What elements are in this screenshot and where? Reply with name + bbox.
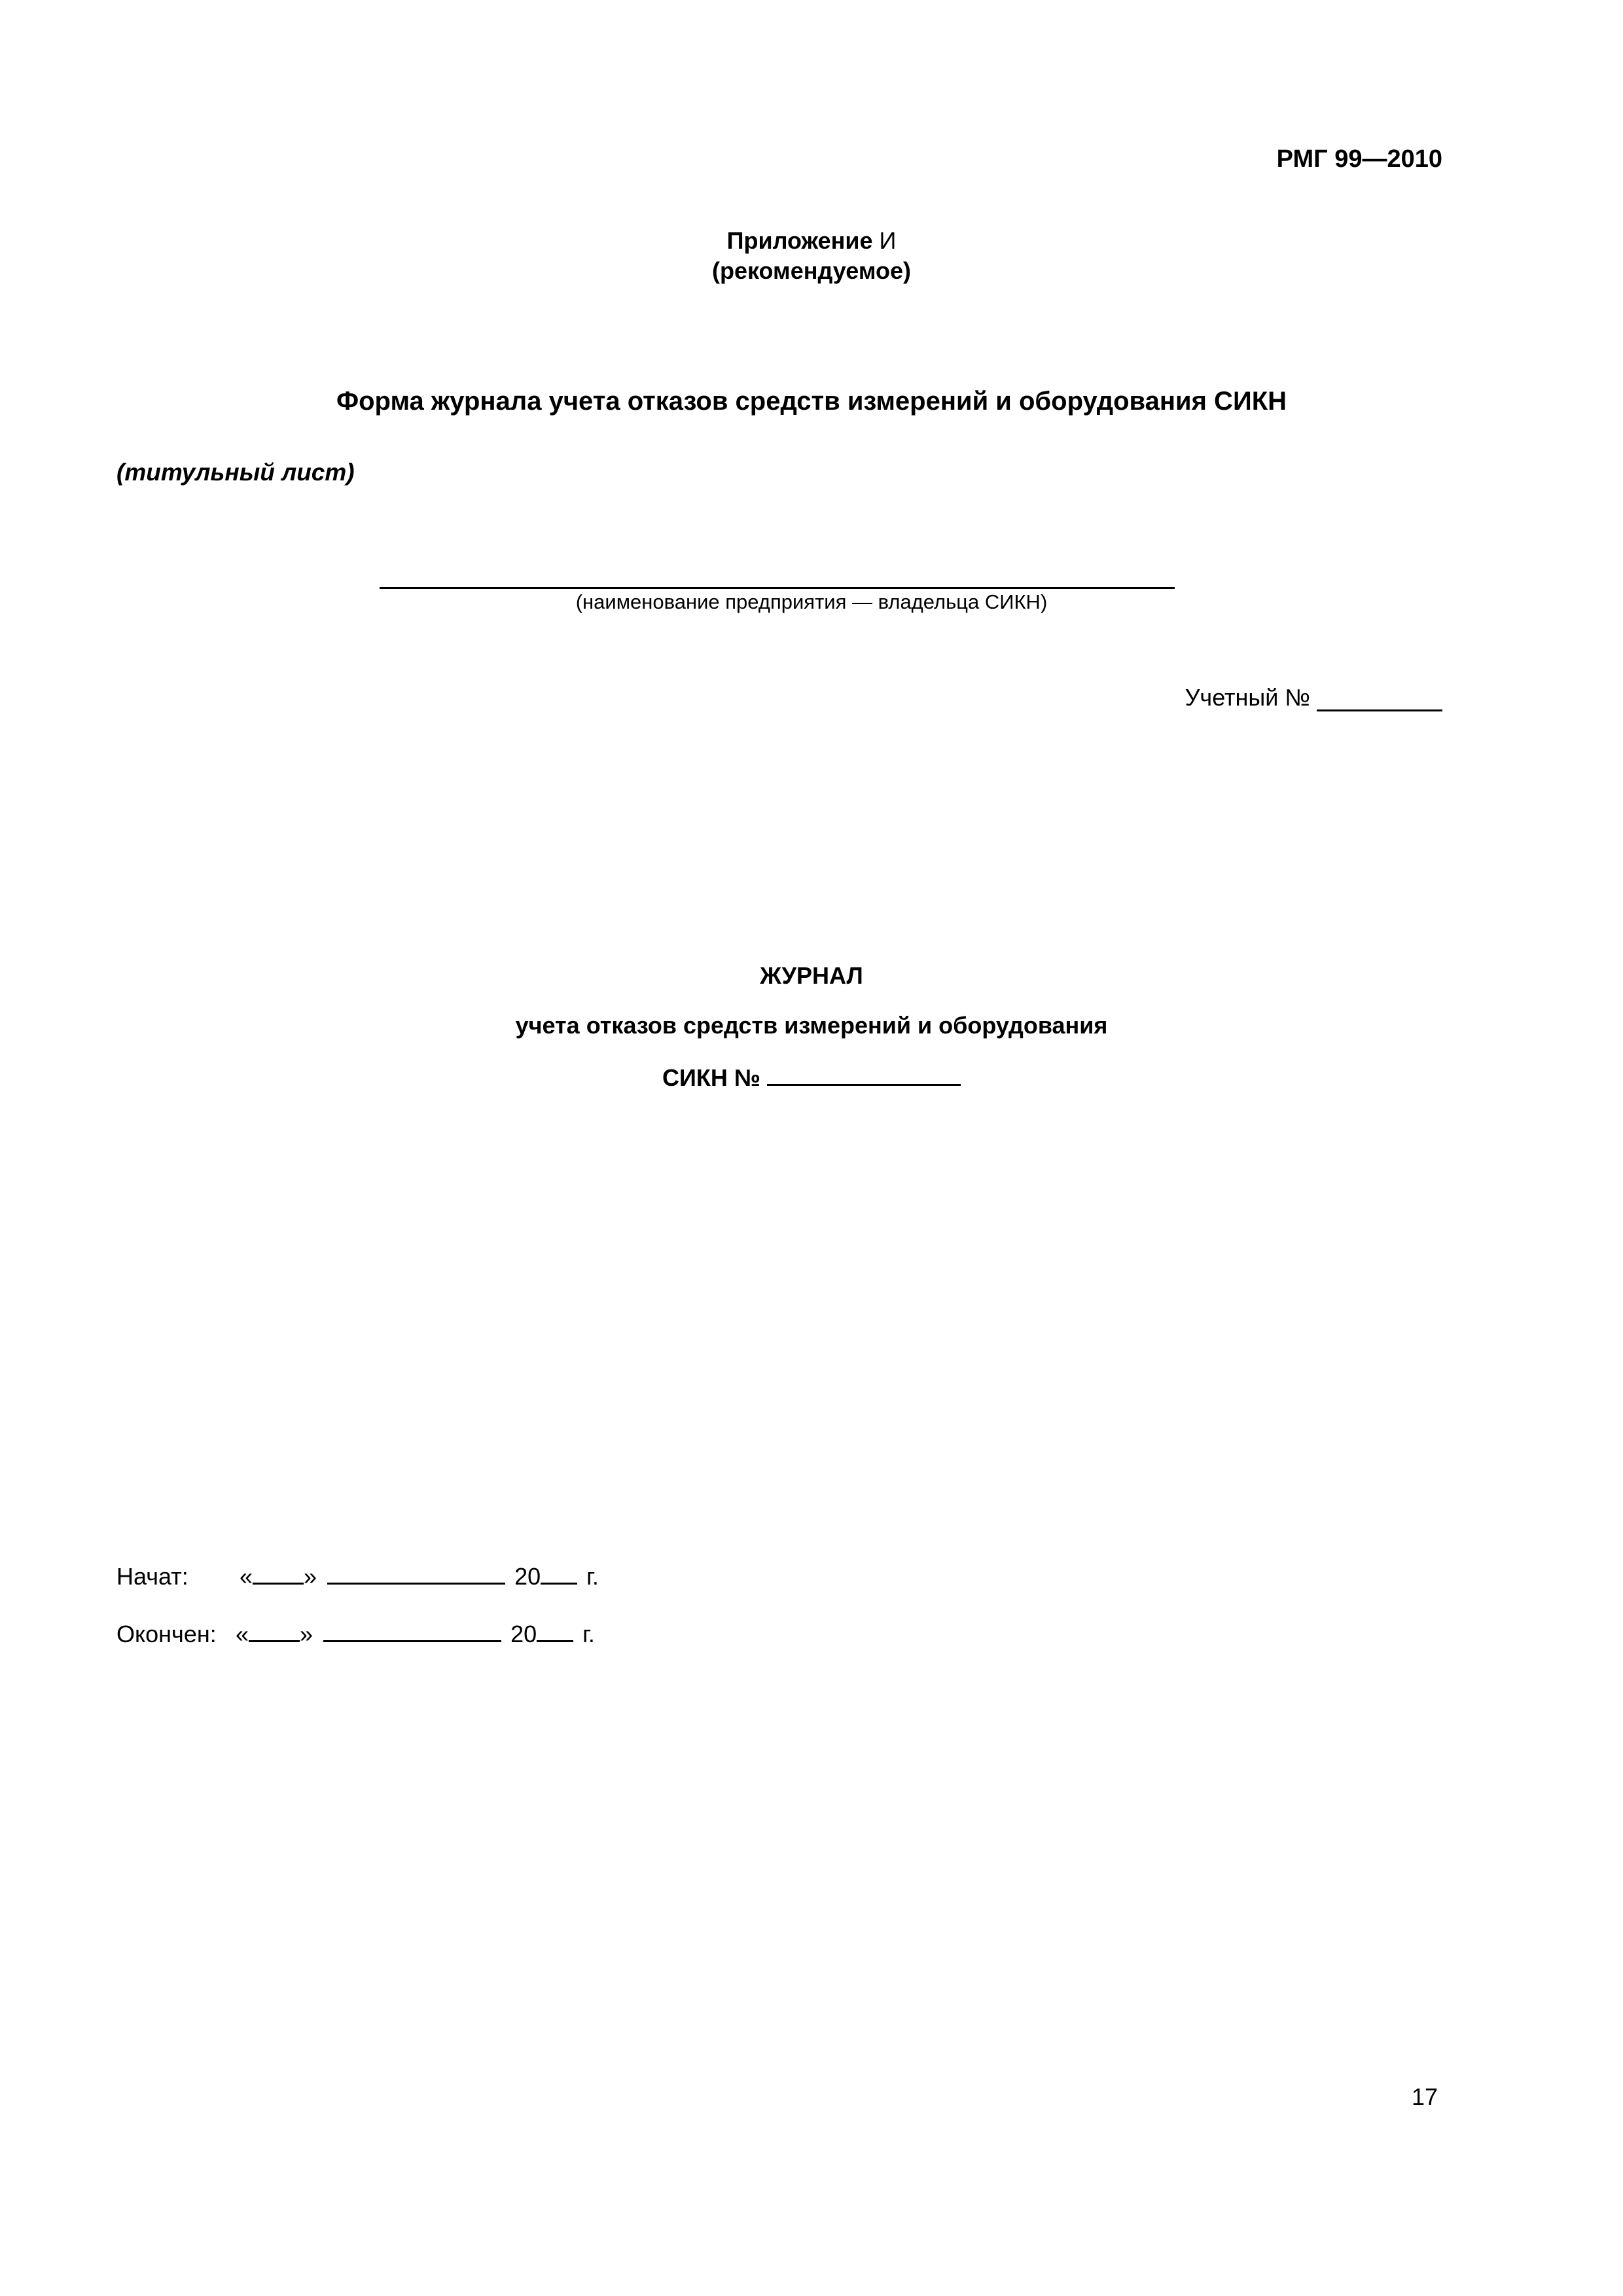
finish-close-quote: »	[300, 1621, 313, 1647]
start-date-label: Начат:	[116, 1563, 188, 1590]
start-close-quote: »	[304, 1563, 317, 1590]
journal-heading: ЖУРНАЛ	[760, 962, 863, 989]
finish-year-prefix: 20	[510, 1621, 537, 1647]
finish-month-blank	[323, 1618, 501, 1642]
journal-sikn-line	[0, 1060, 1623, 1092]
title-sheet-note: (титульный лист)	[116, 459, 355, 486]
document-code: РМГ 99—2010	[1276, 145, 1442, 173]
finish-date-row	[116, 1618, 595, 1647]
registration-number-blank	[1317, 686, 1442, 711]
appendix-heading	[0, 226, 1623, 286]
start-month-blank	[327, 1560, 505, 1585]
finish-year-suffix: г.	[582, 1621, 595, 1647]
start-day-blank	[253, 1560, 304, 1585]
appendix-title	[0, 226, 1623, 256]
start-year-blank	[541, 1560, 577, 1585]
sikn-number-label: СИКН №	[662, 1064, 760, 1091]
finish-year-blank	[537, 1618, 573, 1642]
appendix-status: (рекомендуемое)	[712, 257, 911, 284]
registration-number-label: Учетный №	[1185, 684, 1310, 711]
sikn-number-blank	[767, 1060, 961, 1086]
owner-name-blank-line	[380, 587, 1175, 589]
appendix-word: Приложение	[726, 227, 873, 254]
finish-open-quote: «	[236, 1621, 249, 1647]
start-year-prefix: 20	[514, 1563, 541, 1590]
start-date-row	[116, 1560, 599, 1589]
start-year-suffix: г.	[586, 1563, 599, 1590]
registration-number	[1185, 684, 1442, 711]
finish-day-blank	[249, 1618, 300, 1642]
page-number: 17	[1411, 2083, 1438, 2110]
owner-name-caption: (наименование предприятия — владельца СИКН)	[575, 590, 1048, 613]
form-title: Форма журнала учета отказов средств измерений и оборудования СИКН	[336, 387, 1287, 416]
appendix-letter: И	[879, 227, 897, 254]
start-open-quote: «	[240, 1563, 253, 1590]
journal-subtitle: учета отказов средств измерений и оборудования	[515, 1012, 1108, 1039]
finish-date-label: Окончен:	[116, 1621, 217, 1647]
